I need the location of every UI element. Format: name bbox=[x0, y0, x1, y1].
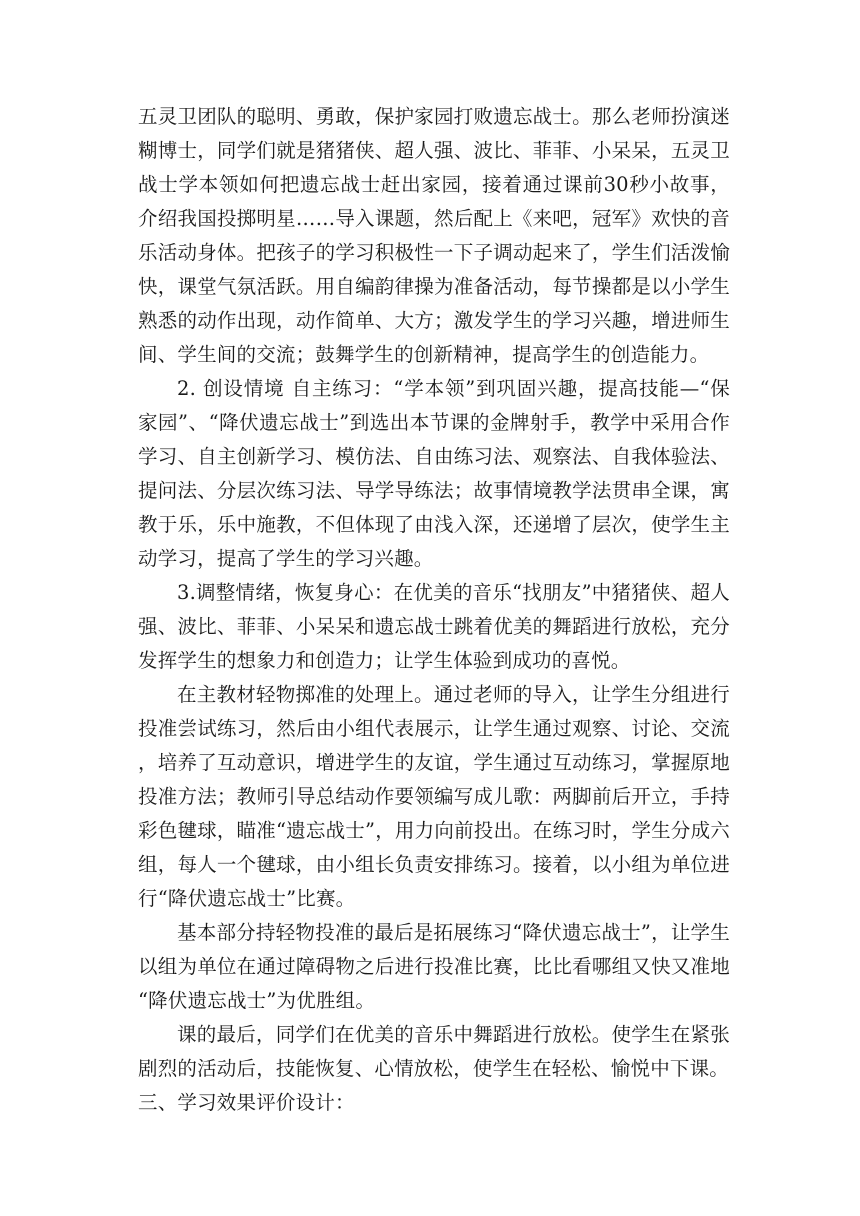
paragraph-extension-practice: 基本部分持轻物投准的最后是拓展练习“降伏遗忘战士”，让学生以组为单位在通过障碍物之后进行投准比赛，比比看哪组又快又准地“降伏遗忘战士”为优胜组。 bbox=[138, 921, 730, 1012]
paragraph-step-3: 3.调整情绪，恢复身心：在优美的音乐“找朋友”中猪猪侠、超人强、波比、菲菲、小呆呆和遗忘战士跳着优美的舞蹈进行放松，充分发挥学生的想象力和创造力；让学生体验到成功的喜悦。 bbox=[138, 581, 730, 672]
paragraph-step-2: 2. 创设情境 自主练习：“学本领”到巩固兴趣，提高技能—“保家园”、“降伏遗忘战士”到选出本节课的金牌射手，教学中采用合作学习、自主创新学习、模仿法、自由练习法、观察法、自我体验法、提问法、分层次练习法、导学导练法；故事情境教学法贯串全课，寓教于乐，乐中施教，不但体现了由浅入深，还递增了层次，使学生主动学习，提高了学生的学习兴趣。 bbox=[138, 377, 730, 570]
document-body bbox=[138, 100, 730, 1120]
paragraph-lesson-end: 课的最后，同学们在优美的音乐中舞蹈进行放松。使学生在紧张剧烈的活动后，技能恢复、心情放松，使学生在轻松、愉悦中下课。 bbox=[138, 1023, 730, 1080]
paragraph-main-material: 在主教材轻物掷准的处理上。通过老师的导入，让学生分组进行投准尝试练习，然后由小组代表展示，让学生通过观察、讨论、交流，培养了互动意识，增进学生的友谊，学生通过互动练习，掌握原地投准方法；教师引导总结动作要领编写成儿歌：两脚前后开立，手持彩色毽球，瞄准“遗忘战士”，用力向前投出。在练习时，学生分成六组，每人一个毽球，由小组长负责安排练习。接着，以小组为单位进行“降伏遗忘战士”比赛。 bbox=[138, 683, 730, 910]
paragraph-intro-continued: 五灵卫团队的聪明、勇敢，保护家园打败遗忘战士。那么老师扮演迷糊博士，同学们就是猪猪侠、超人强、波比、菲菲、小呆呆，五灵卫战士学本领如何把遗忘战士赶出家园，接着通过课前30秒小故事，介绍我国投掷明星……导入课题，然后配上《来吧，冠军》欢快的音乐活动身体。把孩子的学习积极性一下子调动起来了，学生们活泼愉快，课堂气氛活跃。用自编韵律操为准备活动，每节操都是以小学生熟悉的动作出现，动作简单、大方；激发学生的学习兴趣，增进师生间、学生间的交流；鼓舞学生的创新精神，提高学生的创造能力。 bbox=[138, 105, 730, 366]
section-heading: 三、学习效果评价设计： bbox=[138, 1091, 355, 1114]
